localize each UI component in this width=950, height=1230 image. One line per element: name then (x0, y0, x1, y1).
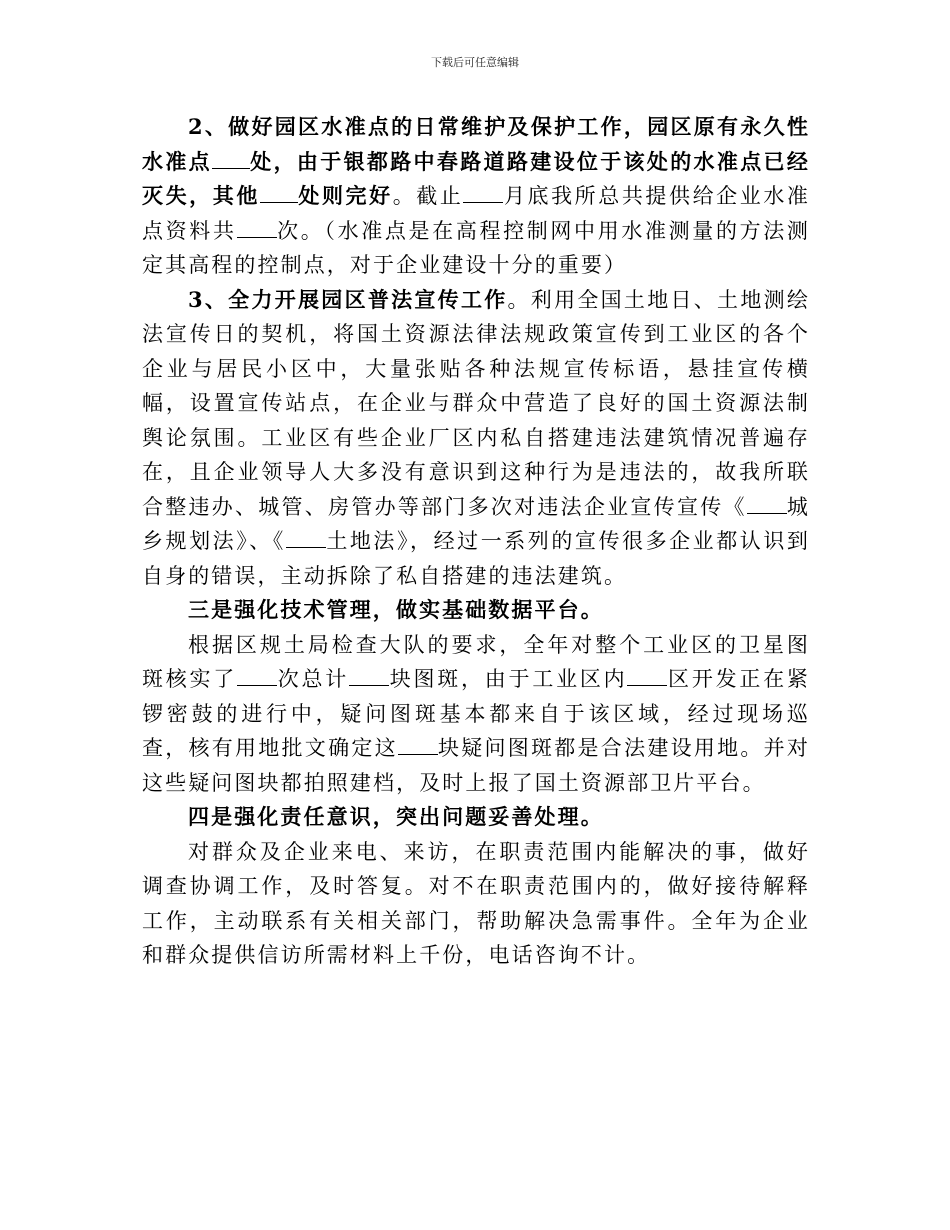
blank-underline (398, 733, 438, 755)
paragraph-text: 根据区规土局检查大队的要求，全年对整个工业区的卫星图斑核实了 (142, 632, 810, 691)
blank-underline (349, 664, 389, 686)
blank-underline (627, 664, 667, 686)
paragraph-text: 。截止 (392, 184, 464, 208)
paragraph-benchmark-maintenance (142, 110, 810, 283)
paragraph-text: 月底我所总共提供给企业水准点资料共 (142, 184, 811, 243)
paragraph-text: 城乡规划法》、《 (142, 494, 810, 553)
paragraph-bold-text: 处，由于银都路中春路道路建设位于该处的水准点已经灭失，其他 (142, 148, 810, 208)
blank-underline (237, 664, 277, 686)
paragraph-law-publicity (142, 283, 810, 594)
paragraph-text: 块图斑，由于工业区内 (389, 667, 628, 691)
blank-underline (260, 181, 298, 203)
paragraph-text: 区开发正在紧锣密鼓的进行中，疑问图斑基本都来自于该区域，经过现场巡查，核有用地批文确定这 (142, 667, 810, 760)
paragraph-text: 。利用全国土地日、土地测绘法宣传日的契机，将国土资源法律法规政策宣传到工业区的各个企业与居民小区中，大量张贴各种法规宣传标语，悬挂宣传横幅，设置宣传站点，在企业与群众中营造了良好的国土资源法制舆论氛围。工业区有些企业厂区内私自搭建违法建筑情况普遍存在，且企业领导人大多没有意识到这种行为是违法的，故我所联合整违办、城管、房管办等部门多次对违法企业宣传宣传《 (142, 287, 810, 519)
paragraph-public-visits: 对群众及企业来电、来访，在职责范围内能解决的事，做好调查协调工作，及时答复。对不在职责范围内的，做好接待解释工作，主动联系有关相关部门，帮助解决急需事件。全年为企业和群众提供信访所需材料上千份，电话咨询不计。 (142, 839, 810, 967)
section-heading-responsibility: 四是强化责任意识，突出问题妥善处理。 (188, 804, 604, 829)
paragraph-text: 次。（水准点是在高程控制网中用水准测量的方法测定其高程的控制点，对于企业建设十分的重要） (142, 218, 810, 277)
blank-underline (237, 216, 277, 238)
paragraph-bold-text: 处则完好 (297, 183, 393, 208)
page-header: 下载后可任意编辑 (431, 56, 519, 69)
document-body (142, 110, 810, 973)
paragraph-text: 次总计 (277, 667, 350, 691)
blank-underline (463, 181, 503, 203)
paragraph-bold-text: 2、做好园区水准点的日常维护及保护工作，园区原有永久性水准点 (142, 114, 810, 174)
paragraph-satellite-verification (142, 628, 810, 801)
paragraph-text: 土地法》，经过一系列的宣传很多企业都认识到自身的错误，主动拆除了私自搭建的违法建筑。 (142, 529, 810, 588)
blank-underline (747, 492, 787, 514)
blank-underline (286, 526, 326, 548)
paragraph-text: 块疑问图斑都是合法建设用地。并对这些疑问图块都拍照建档，及时上报了国土资源部卫片平台。 (142, 736, 810, 795)
section-heading-technical-management: 三是强化技术管理，做实基础数据平台。 (188, 597, 604, 622)
blank-underline (212, 147, 250, 169)
paragraph-bold-text: 3、全力开展园区普法宣传工作 (188, 286, 508, 312)
